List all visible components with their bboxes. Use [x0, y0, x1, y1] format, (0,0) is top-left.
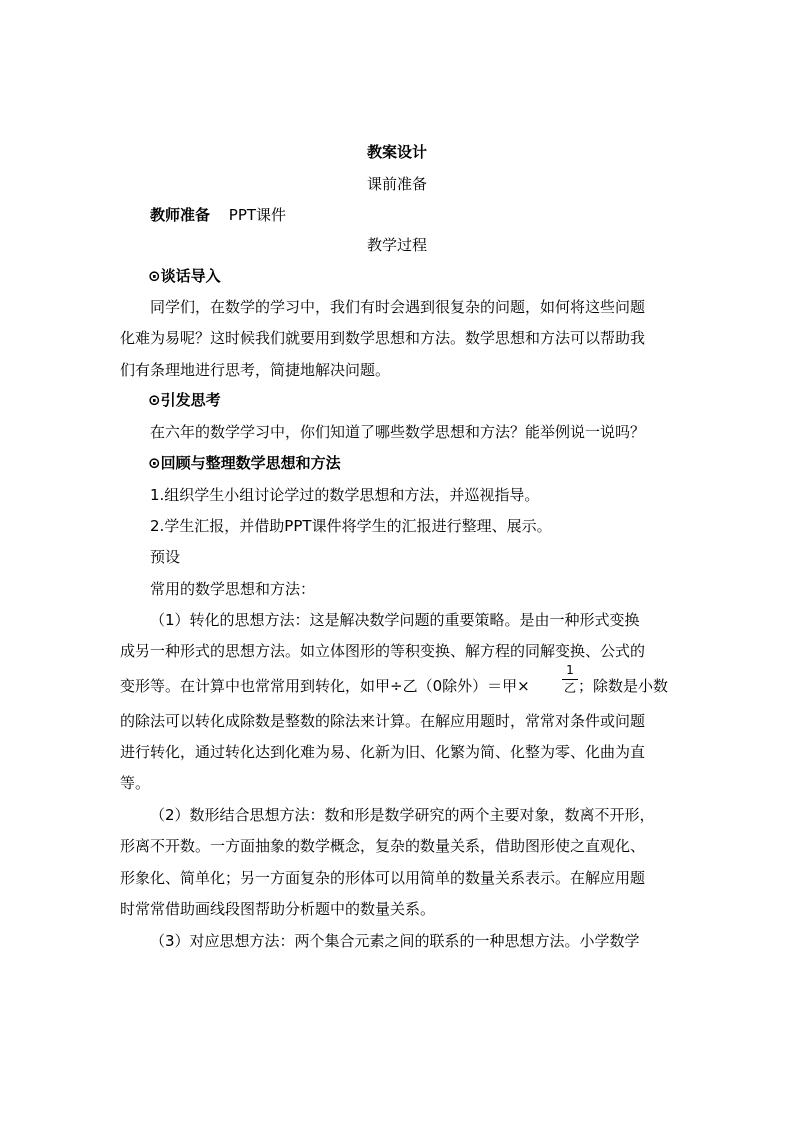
method-2-line: 形离不开数。一方面抽象的数学概念，复杂的数量关系，借助图形使之直观化、: [120, 837, 646, 855]
method-1-line: 成另一种形式的思想方法。如立体图形的等积变换、解方程的同解变换、公式的: [120, 642, 646, 660]
method-1-line: （1）转化的思想方法：这是解决数学问题的重要策略。是由一种形式变换: [150, 611, 640, 629]
preset-label: 预设: [150, 548, 181, 566]
subheading-think: ⊙引发思考: [148, 391, 221, 409]
section-heading-prep: 课前准备: [366, 175, 427, 193]
list-item: 2.学生汇报，并借助PPT课件将学生的汇报进行整理、展示。: [150, 517, 552, 535]
teacher-prep-value: PPT课件: [228, 206, 287, 224]
method-1-line: ；除数是小数: [578, 677, 669, 695]
subheading-review: ⊙回顾与整理数学思想和方法: [148, 454, 341, 472]
fraction-denominator: 乙: [563, 681, 576, 695]
method-2-line: （2）数形结合思想方法：数和形是数学研究的两个主要对象，数离不开形，: [150, 806, 655, 824]
method-1-line: 等。: [120, 774, 151, 792]
method-1-line: 进行转化，通过转化达到化难为易、化新为旧、化繁为简、化整为零、化曲为直: [120, 743, 646, 761]
paragraph-think: 在六年的数学学习中，你们知道了哪些数学思想和方法？能举例说一说吗？: [150, 423, 646, 441]
method-2-line: 形象化、简单化；另一方面复杂的形体可以用简单的数量关系表示。在解应用题: [120, 869, 646, 887]
paragraph-intro-line: 化难为易呢？这时候我们就要用到数学思想和方法。数学思想和方法可以帮助我: [120, 329, 646, 347]
fraction-numerator: 1: [566, 663, 574, 677]
section-heading-process: 教学过程: [366, 236, 427, 254]
method-1-line: 的除法可以转化成除数是整数的除法来计算。在解应用题时，常常对条件或问题: [120, 712, 646, 730]
method-3-line: （3）对应思想方法：两个集合元素之间的联系的一种思想方法。小学数学: [150, 932, 640, 950]
teacher-prep-label: 教师准备: [150, 206, 211, 224]
doc-title: 教案设计: [366, 143, 427, 161]
method-1-line: 变形等。在计算中也常常用到转化，如甲÷乙（0除外）＝甲×: [120, 677, 530, 695]
subheading-intro: ⊙谈话导入: [148, 267, 221, 285]
paragraph-intro-line: 同学们，在数学的学习中，我们有时会遇到很复杂的问题，如何将这些问题: [150, 298, 646, 316]
method-2-line: 时常常借助画线段图帮助分析题中的数量关系。: [120, 900, 436, 918]
list-item: 1.组织学生小组讨论学过的数学思想和方法，并巡视指导。: [150, 486, 540, 504]
teacher-prep-line: [150, 206, 286, 224]
fraction-bar: [562, 679, 578, 680]
paragraph-intro-line: 们有条理地进行思考，简捷地解决问题。: [120, 361, 391, 379]
common-methods-label: 常用的数学思想和方法：: [150, 580, 316, 598]
